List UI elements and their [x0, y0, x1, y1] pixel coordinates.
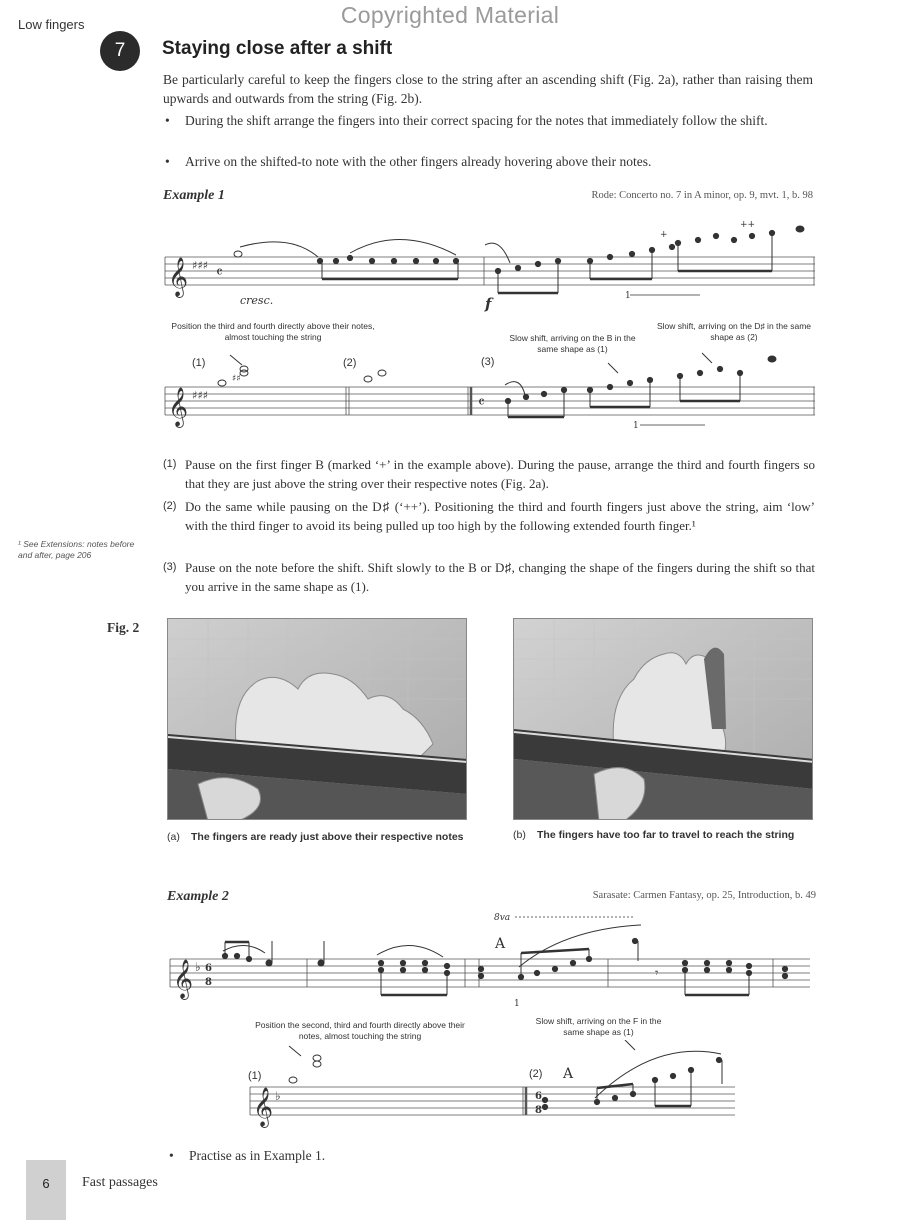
example2-title: Example 2 — [167, 889, 229, 904]
example2-annotation-top: Position the second, third and fourth directly above their notes, almost touching the string — [255, 1020, 465, 1041]
svg-text:𝄞: 𝄞 — [253, 1087, 274, 1127]
section-number-badge: 7 — [100, 31, 140, 71]
step-item — [163, 497, 815, 535]
svg-text:♭: ♭ — [195, 960, 201, 974]
bullet-text: During the shift arrange the fingers into their correct spacing for the notes that immediately follow the shift. — [185, 113, 768, 128]
example1-annotation-top: Position the third and fourth directly above their notes, almost touching the string — [171, 321, 375, 342]
example2-staff-practice — [245, 1040, 740, 1135]
caption-a-text: The fingers are ready just above their respective notes — [191, 831, 464, 843]
bullet-item — [163, 152, 813, 171]
practice-label-1: (1) — [192, 357, 206, 369]
photo-fingers-far — [513, 618, 813, 820]
running-header: Low fingers — [18, 17, 85, 32]
step-number: (3) — [163, 561, 177, 573]
caption-a — [167, 830, 467, 845]
svg-text:6: 6 — [205, 963, 212, 974]
example1-annotation-b: Slow shift, arriving on the B in the same shape as (1) — [509, 333, 636, 354]
step-item — [163, 455, 815, 493]
example2-label-1: (1) — [248, 1070, 262, 1082]
watermark: Copyrighted Material — [340, 2, 560, 28]
svg-text:𝄴: 𝄴 — [478, 393, 485, 411]
svg-text:♯♯♯: ♯♯♯ — [192, 389, 208, 402]
bullet-dot: • — [165, 154, 170, 169]
example1-annotation-d: Slow shift, arriving on the D♯ in the same shape as (2) — [656, 321, 811, 342]
caption-b-text: The fingers have too far to travel to reach the string — [537, 829, 795, 841]
step-item — [163, 558, 815, 596]
practice-label-3: (3) — [481, 356, 495, 368]
photo-fingers-close — [167, 618, 467, 820]
caption-b — [513, 828, 813, 843]
practice-label-2: (2) — [343, 357, 357, 369]
step-number: (2) — [163, 500, 177, 512]
intro-paragraph: Be particularly careful to keep the fingers close to the string after an ascending shift (Fig. 2a), rather than raising them upwards and outwards from the string (Fig. 2b). — [163, 72, 813, 106]
section-title: Staying close after a shift — [162, 38, 393, 59]
example2-annotation-f: Slow shift, arriving on the F in the same shape as (1) — [535, 1016, 662, 1037]
svg-text:+: + — [660, 230, 668, 240]
svg-text:𝄴: 𝄴 — [216, 263, 223, 281]
step-number: (1) — [163, 458, 177, 470]
svg-text:A: A — [495, 936, 506, 952]
practise-bullet — [167, 1146, 567, 1165]
cresc-mark: cresc. — [240, 294, 274, 307]
sidenote: ¹ See Extensions: notes before and after, page 206 — [18, 539, 135, 560]
page-number-tab: 6 — [26, 1160, 66, 1220]
example1-title: Example 1 — [163, 188, 225, 203]
svg-text:♯♯♯: ♯♯♯ — [192, 259, 208, 272]
caption-a-label: (a) — [167, 831, 180, 843]
example2-label-2: (2) — [529, 1068, 543, 1080]
svg-text:8: 8 — [535, 1105, 542, 1116]
step-text: Pause on the first finger B (marked ‘+’ in the example above). During the pause, arrange the third and fourth fingers so that they are just above the string over their respective notes (Fig. 2a). — [185, 457, 815, 491]
svg-text:𝄞: 𝄞 — [173, 959, 194, 999]
footer-chapter: Fast passages — [82, 1175, 158, 1190]
svg-text:𝄞: 𝄞 — [168, 257, 189, 297]
svg-text:A: A — [563, 1066, 574, 1082]
practise-text: Practise as in Example 1. — [189, 1148, 326, 1163]
step-text: Do the same while pausing on the D♯ (‘++’). Positioning the third and fourth fingers just above the string, aim ‘low’ with the third finger to avoid its being pulled up too high by the following extended fourth finger.¹ — [185, 499, 815, 533]
svg-text:♯♯: ♯♯ — [232, 374, 241, 384]
bullet-item — [163, 111, 813, 130]
step-text: Pause on the note before the shift. Shift slowly to the B or D♯, changing the shape of the fingers during the shift so that you arrive in the same shape as (1). — [185, 560, 815, 594]
bullet-text: Arrive on the shifted-to note with the other fingers already hovering above their notes. — [185, 154, 652, 169]
ottava-mark: 8va — [494, 913, 511, 923]
svg-text:8: 8 — [205, 977, 212, 988]
figure-label: Fig. 2 — [107, 620, 140, 635]
example1-source: Rode: Concerto no. 7 in A minor, op. 9, mvt. 1, b. 98 — [591, 190, 813, 201]
bullet-dot: • — [165, 113, 170, 128]
svg-text:𝄞: 𝄞 — [168, 387, 189, 427]
svg-text:6: 6 — [535, 1091, 542, 1102]
svg-text:1: 1 — [514, 999, 520, 1009]
svg-text:𝄾: 𝄾 — [655, 966, 659, 981]
svg-text:1: 1 — [625, 291, 631, 301]
example2-source: Sarasate: Carmen Fantasy, op. 25, Introduction, b. 49 — [592, 890, 816, 901]
svg-text:1: 1 — [633, 421, 639, 431]
forte-mark: f — [485, 295, 492, 313]
example2-staff-main — [165, 905, 815, 1015]
example1-staff-main — [160, 205, 820, 315]
svg-text:♭: ♭ — [275, 1089, 281, 1103]
svg-text:++: ++ — [740, 220, 756, 230]
caption-b-label: (b) — [513, 829, 526, 841]
bullet-dot: • — [169, 1148, 174, 1163]
